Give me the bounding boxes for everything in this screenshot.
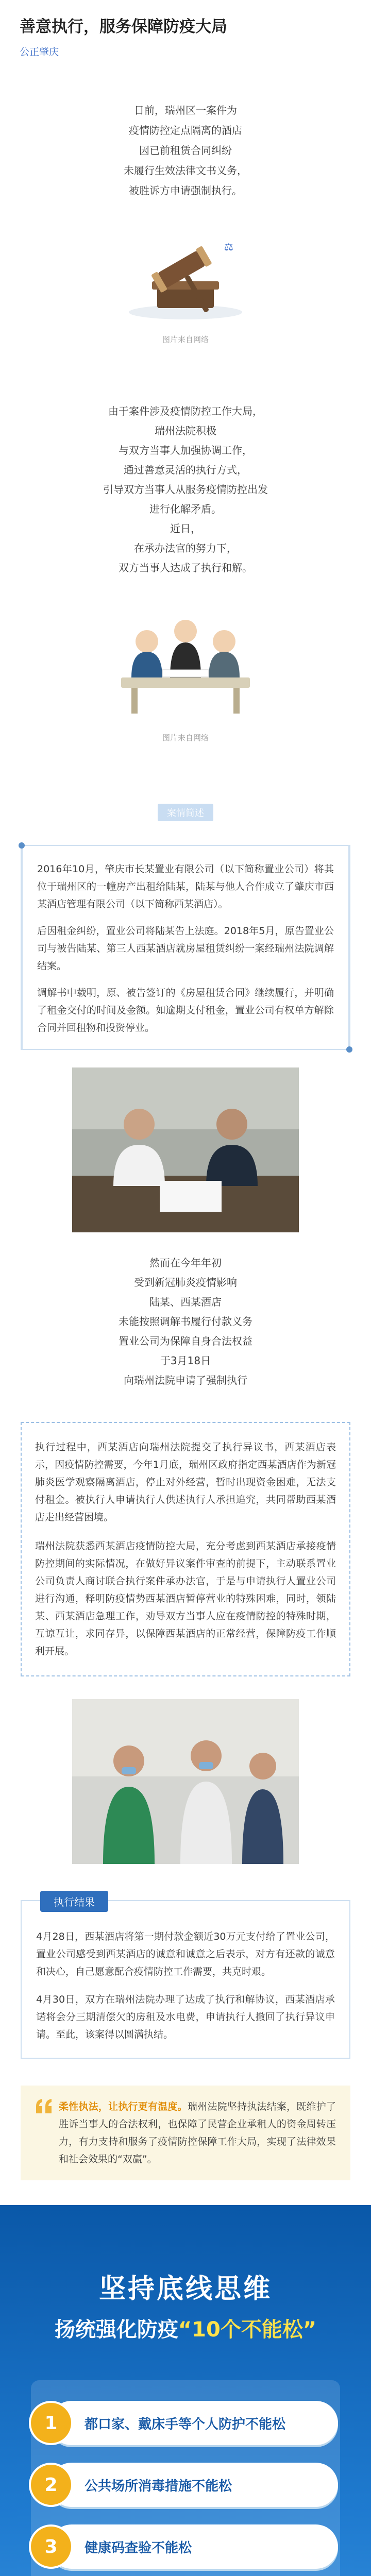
gavel-illustration bbox=[121, 230, 250, 323]
note-text bbox=[59, 2098, 336, 2168]
rule-number: 2 bbox=[29, 2463, 73, 2507]
corner-dot-icon bbox=[19, 842, 25, 849]
article-title: 善意执行，服务保障防疫大局 bbox=[20, 18, 227, 36]
case-paragraph: 调解书中载明，原、被告签订的《房屋租赁合同》继续履行，并明确了租金交付的时间及金额。如逾期支付租金，置业公司有权单方解除合同并回租物和投资停业。 bbox=[37, 987, 334, 1033]
quote-icon bbox=[35, 2098, 59, 2168]
corner-dot-icon bbox=[346, 1046, 352, 1053]
svg-text:⚖: ⚖ bbox=[224, 241, 233, 253]
result-tag: 执行结果 bbox=[40, 1891, 108, 1912]
intro2-line: 双方当事人达成了执行和解。 bbox=[119, 562, 252, 574]
process-paragraph: 执行过程中，西某酒店向瑞州法院提交了执行异议书，西某酒店表示，因疫情防控需要，今年1月底，瑞州区政府指定西某酒店作为新冠肺炎医学观察隔离酒店，停止对外经营，暂时出现资金困难，无法支付租金。被执行人申请执行人供述执行人承担追究，共同帮助西某酒店走出经营困境。 bbox=[35, 1442, 336, 1523]
rule-text: 健康码查验不能松 bbox=[85, 2540, 192, 2556]
intro2-line: 近日， bbox=[170, 522, 201, 535]
intro-text bbox=[41, 100, 330, 201]
rule-number: 1 bbox=[29, 2401, 73, 2445]
intro-line: 未履行生效法律文书义务， bbox=[124, 164, 247, 177]
intro2-line: 在承办法官的努力下， bbox=[134, 542, 237, 554]
judges-photo bbox=[72, 1699, 299, 1864]
rule-number: 3 bbox=[29, 2524, 73, 2569]
case2-line: 然而在今年年初 bbox=[149, 1257, 222, 1269]
case2-line: 向瑞州法院申请了强制执行 bbox=[124, 1374, 247, 1386]
rule-item bbox=[44, 2401, 338, 2445]
case2-line: 置业公司为保障自身合法权益 bbox=[119, 1335, 252, 1347]
execution-process-box bbox=[21, 1422, 350, 1676]
intro2-line: 引导双方当事人从服务疫情防控出发 bbox=[103, 483, 268, 496]
intro-line: 疫情防控定点隔离的酒店 bbox=[129, 124, 242, 137]
case2-line: 未能按照调解书履行付款义务 bbox=[119, 1315, 252, 1328]
prevention-poster bbox=[0, 2205, 371, 2576]
case-summary-box bbox=[21, 845, 350, 1050]
rule-item bbox=[44, 2463, 338, 2507]
case2-text bbox=[41, 1253, 330, 1390]
mediation-photo bbox=[72, 1067, 299, 1232]
intro2-line: 与双方当事人加强协调工作， bbox=[119, 444, 252, 456]
poster-subtitle-highlight: “10个不能松” bbox=[178, 2318, 317, 2342]
note-highlight: 柔性执法，让执行更有温度。 bbox=[59, 2101, 188, 2112]
case2-line: 受到新冠肺炎疫情影响 bbox=[134, 1276, 237, 1289]
note-body: 瑞州法院坚持执法结案，既维护了胜诉当事人的合法权利，也保障了民营企业承租人的资金周转压力，有力支持和服务了疫情防控保障工作大局，实现了法律效果和社会效果的“双赢”。 bbox=[59, 2101, 336, 2165]
result-box bbox=[21, 1896, 350, 2059]
meeting-illustration bbox=[100, 600, 271, 724]
case2-line: 陆某、西某酒店 bbox=[149, 1296, 222, 1308]
article-header bbox=[0, 0, 371, 64]
image-caption: 图片来自网络 bbox=[162, 335, 209, 344]
badge-row bbox=[0, 804, 371, 821]
case-paragraph: 2016年10月，肇庆市长某置业有限公司（以下简称置业公司）将其位于瑞州区的一幢房产出租给陆某，陆某与他人合作成立了肇庆市西某酒店管理有限公司（以下简称西某酒店）。 bbox=[37, 863, 334, 910]
rule-text: 都口家、戴床手等个人防护不能松 bbox=[85, 2416, 286, 2432]
intro-line: 被胜诉方申请强制执行。 bbox=[129, 184, 242, 197]
rule-item bbox=[44, 2524, 338, 2569]
intro2-line: 由于案件涉及疫情防控工作大局， bbox=[108, 405, 263, 417]
section-badge: 案情简述 bbox=[158, 804, 213, 821]
account-link[interactable]: 公正肇庆 bbox=[20, 46, 59, 58]
intro2-text bbox=[31, 401, 340, 578]
poster-subtitle-prefix: 扬统强化防疫 bbox=[54, 2318, 178, 2342]
case2-line: 于3月18日 bbox=[160, 1354, 211, 1367]
commentary-note bbox=[21, 2086, 350, 2180]
poster-subtitle bbox=[0, 2313, 371, 2343]
process-paragraph: 瑞州法院获悉西某酒店疫情防控大局，充分考虑到西某酒店承接疫情防控期间的实际情况，在做好异议案件审查的前提下，主动联系置业公司负责人商讨联合执行案件承办法官，于是与申请执行人置业公司进行沟通，释明防疫情势西某酒店暂停营业的特殊困难，同时，领陆某、西某酒店急理工作，劝导双方当事人应在疫情防控的特殊时期，互谅互让，求同存异，以保障西某酒店的正常经营，保障防疫工作顺利开展。 bbox=[35, 1540, 336, 1657]
intro-line: 因已前租赁合同纠纷 bbox=[139, 144, 232, 157]
intro2-line: 进行化解矛盾。 bbox=[149, 503, 222, 515]
poster-title: 坚持底线思维 bbox=[98, 2274, 272, 2304]
rule-text: 公共场所消毒措施不能松 bbox=[85, 2478, 232, 2494]
intro2-line: 瑞州法院积极 bbox=[155, 425, 216, 437]
image-caption: 图片来自网络 bbox=[162, 733, 209, 742]
result-paragraph: 4月30日，双方在瑞州法院办理了达成了执行和解协议，西某酒店承诺将会分三期清偿欠的房租及水电费，申请执行人撤回了执行异议申请。至此，该案得以圆满执结。 bbox=[36, 1994, 335, 2040]
result-paragraph: 4月28日，西某酒店将第一期付款金额近30万元支付给了置业公司，置业公司感受到西某酒店的诚意和诚意之后表示，对方有还款的诚意和决心，自己愿意配合疫情防控工作需要，共克时艰。 bbox=[36, 1931, 335, 1977]
intro2-line: 通过善意灵活的执行方式， bbox=[124, 464, 247, 476]
intro-line: 日前，瑞州区一案件为 bbox=[134, 104, 237, 116]
case-paragraph: 后因租金纠纷，置业公司将陆某告上法庭。2018年5月，原告置业公司与被告陆某、第三人西某酒店就房屋租赁纠纷一案经瑞州法院调解结案。 bbox=[37, 925, 334, 972]
